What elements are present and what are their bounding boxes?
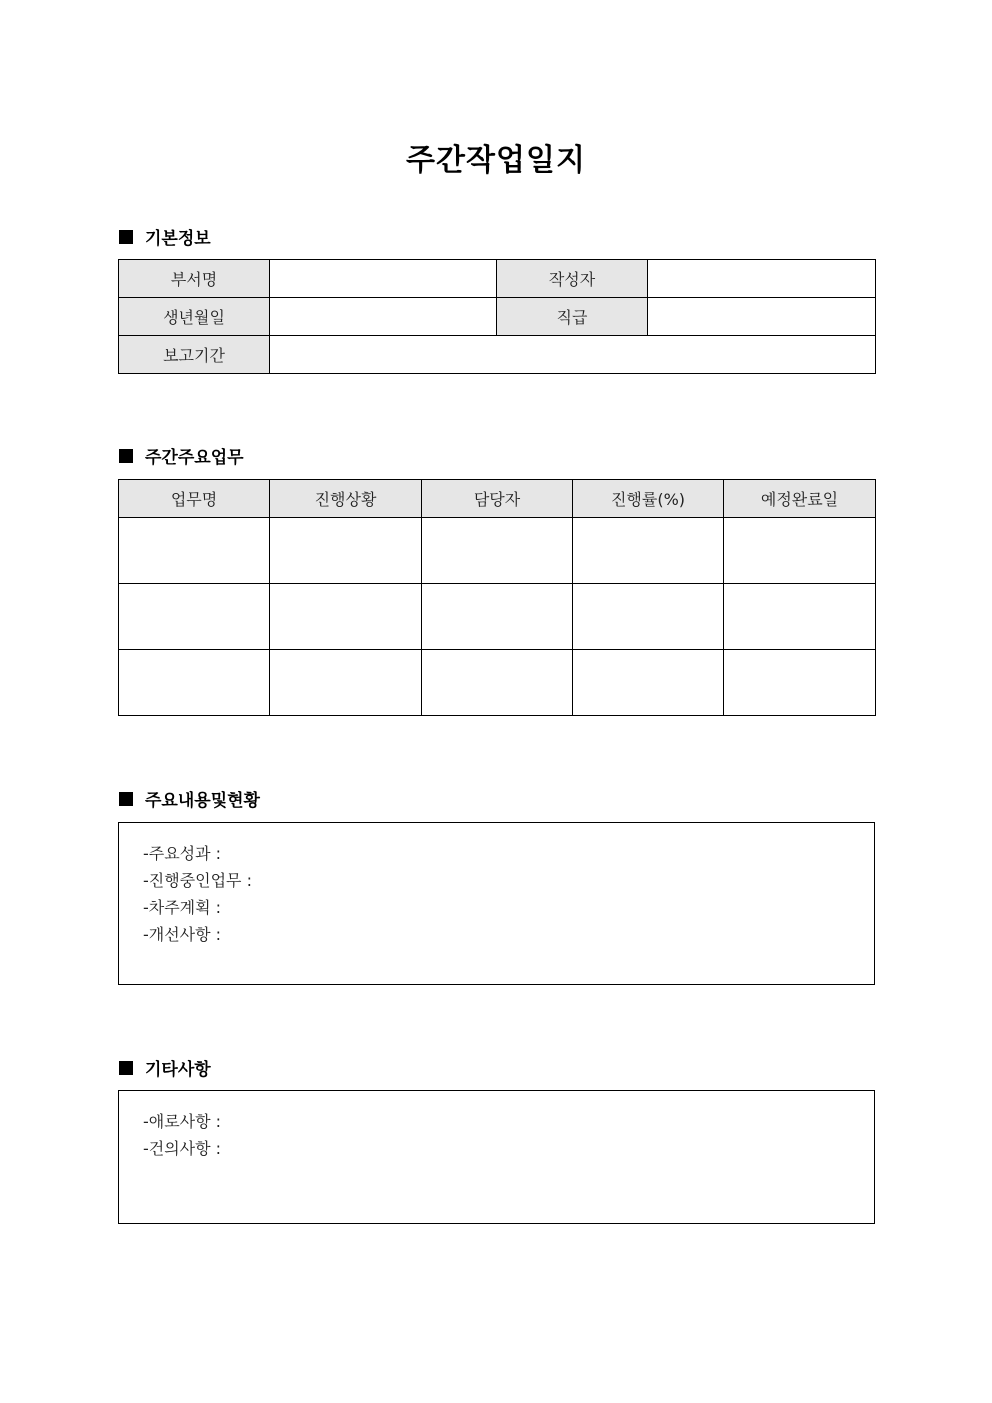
table-row (119, 260, 876, 298)
table-row (119, 518, 876, 584)
square-bullet-icon (119, 449, 133, 463)
assignee-cell[interactable] (422, 584, 573, 650)
table-row (119, 336, 876, 374)
section-heading-weekly-tasks (119, 443, 244, 468)
column-header-due-date: 예정완료일 (724, 480, 876, 518)
due-date-cell[interactable] (724, 650, 876, 716)
section-heading-label: 주요내용및현황 (145, 791, 260, 811)
report-period-label: 보고기간 (119, 336, 270, 374)
department-field[interactable] (270, 260, 497, 298)
weekly-tasks-table (118, 479, 876, 716)
birthdate-label: 생년월일 (119, 298, 270, 336)
assignee-cell[interactable] (422, 518, 573, 584)
column-header-task-name: 업무명 (119, 480, 270, 518)
next-week-plan-line: -차주계획 : (143, 898, 222, 917)
square-bullet-icon (119, 230, 133, 244)
square-bullet-icon (119, 1061, 133, 1075)
progress-cell[interactable] (573, 518, 724, 584)
position-label: 직급 (497, 298, 648, 336)
square-bullet-icon (119, 792, 133, 806)
column-header-progress: 진행률(%) (573, 480, 724, 518)
difficulties-line: -애로사항 : (143, 1112, 222, 1131)
table-row (119, 584, 876, 650)
progress-cell[interactable] (573, 584, 724, 650)
section-heading-label: 주간주요업무 (145, 448, 244, 468)
status-cell[interactable] (270, 650, 422, 716)
task-name-cell[interactable] (119, 584, 270, 650)
birthdate-field[interactable] (270, 298, 497, 336)
author-field[interactable] (648, 260, 876, 298)
assignee-cell[interactable] (422, 650, 573, 716)
ongoing-tasks-line: -진행중인업무 : (143, 871, 252, 890)
task-name-cell[interactable] (119, 518, 270, 584)
main-content-box[interactable] (118, 822, 875, 985)
section-heading-other (119, 1055, 211, 1080)
table-header-row (119, 480, 876, 518)
author-label: 작성자 (497, 260, 648, 298)
section-heading-basic-info (119, 224, 211, 249)
due-date-cell[interactable] (724, 518, 876, 584)
table-row (119, 298, 876, 336)
main-achievements-line: -주요성과 : (143, 844, 222, 863)
task-name-cell[interactable] (119, 650, 270, 716)
status-cell[interactable] (270, 518, 422, 584)
improvements-line: -개선사항 : (143, 925, 222, 944)
column-header-status: 진행상황 (270, 480, 422, 518)
report-period-field[interactable] (270, 336, 876, 374)
department-label: 부서명 (119, 260, 270, 298)
due-date-cell[interactable] (724, 584, 876, 650)
table-row (119, 650, 876, 716)
position-field[interactable] (648, 298, 876, 336)
progress-cell[interactable] (573, 650, 724, 716)
status-cell[interactable] (270, 584, 422, 650)
column-header-assignee: 담당자 (422, 480, 573, 518)
basic-info-table (118, 259, 876, 374)
document-title: 주간작업일지 (406, 143, 586, 178)
section-heading-main-content (119, 786, 260, 811)
other-notes-box[interactable] (118, 1090, 875, 1224)
section-heading-label: 기본정보 (145, 229, 211, 249)
section-heading-label: 기타사항 (145, 1060, 211, 1080)
suggestions-line: -건의사항 : (143, 1139, 222, 1158)
